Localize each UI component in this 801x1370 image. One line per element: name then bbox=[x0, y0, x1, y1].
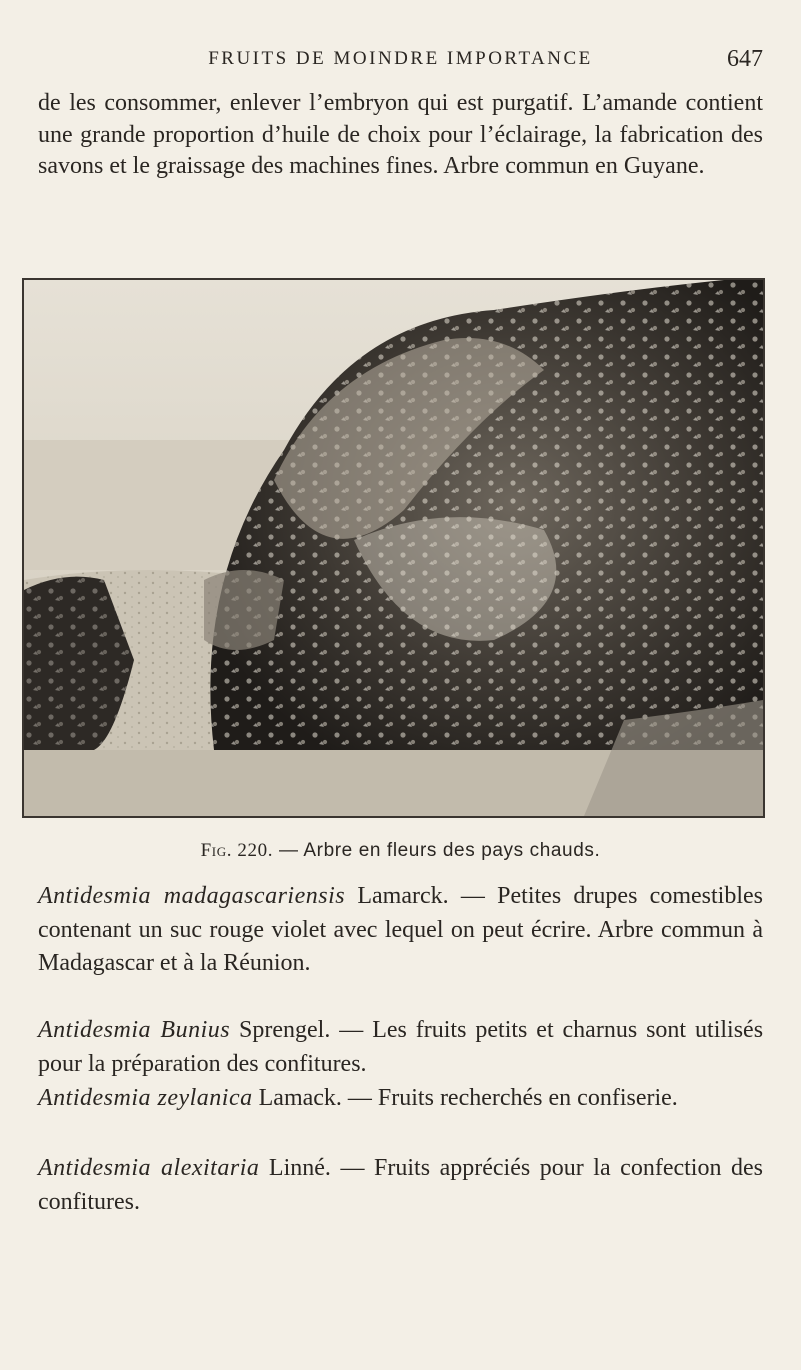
species-name: Antidesmia madagascariensis bbox=[38, 883, 346, 909]
species-description: — Fruits appréciés pour la confection des confitures. bbox=[38, 1155, 764, 1215]
species-author: Lamack. bbox=[258, 1085, 342, 1111]
species-description: — Les fruits petits et charnus sont utilisés pour la préparation des confitures. bbox=[38, 1017, 764, 1077]
species-entry bbox=[38, 880, 763, 981]
species-author: Linné. bbox=[268, 1155, 331, 1181]
intro-paragraph: de les consommer, enlever l’embryon qui est purgatif. L’amande contient une grande proportion d’huile de choix pour l’éclairage, la fabrication des savons et le graissage des machines fines. Arbre commun en Guyane. bbox=[38, 90, 763, 179]
species-entry bbox=[38, 1152, 763, 1219]
figure-caption bbox=[0, 840, 801, 862]
figure-caption-text: — Arbre en fleurs des pays chauds. bbox=[278, 840, 601, 861]
species-entry bbox=[38, 1082, 763, 1116]
species-entry bbox=[38, 1014, 763, 1081]
species-name: Antidesmia zeylanica bbox=[38, 1085, 253, 1111]
species-name: Antidesmia alexitaria bbox=[38, 1155, 260, 1181]
page-number: 647 bbox=[727, 46, 763, 72]
running-header bbox=[0, 48, 801, 80]
tree-photograph bbox=[24, 280, 763, 816]
figure-photo bbox=[22, 278, 765, 818]
species-author: Sprengel. bbox=[239, 1017, 331, 1043]
species-name: Antidesmia Bunius bbox=[38, 1017, 231, 1043]
species-description: — Petites drupes comestibles contenant un suc rouge violet avec lequel on peut écrire. Arbre commun à Madagascar et à la Réunion. bbox=[38, 883, 763, 976]
figure-label: Fig. 220. bbox=[200, 840, 274, 861]
running-title: FRUITS DE MOINDRE IMPORTANCE bbox=[208, 48, 593, 69]
species-author: Lamarck. bbox=[357, 883, 449, 909]
species-description: — Fruits recherchés en confiserie. bbox=[347, 1085, 678, 1111]
